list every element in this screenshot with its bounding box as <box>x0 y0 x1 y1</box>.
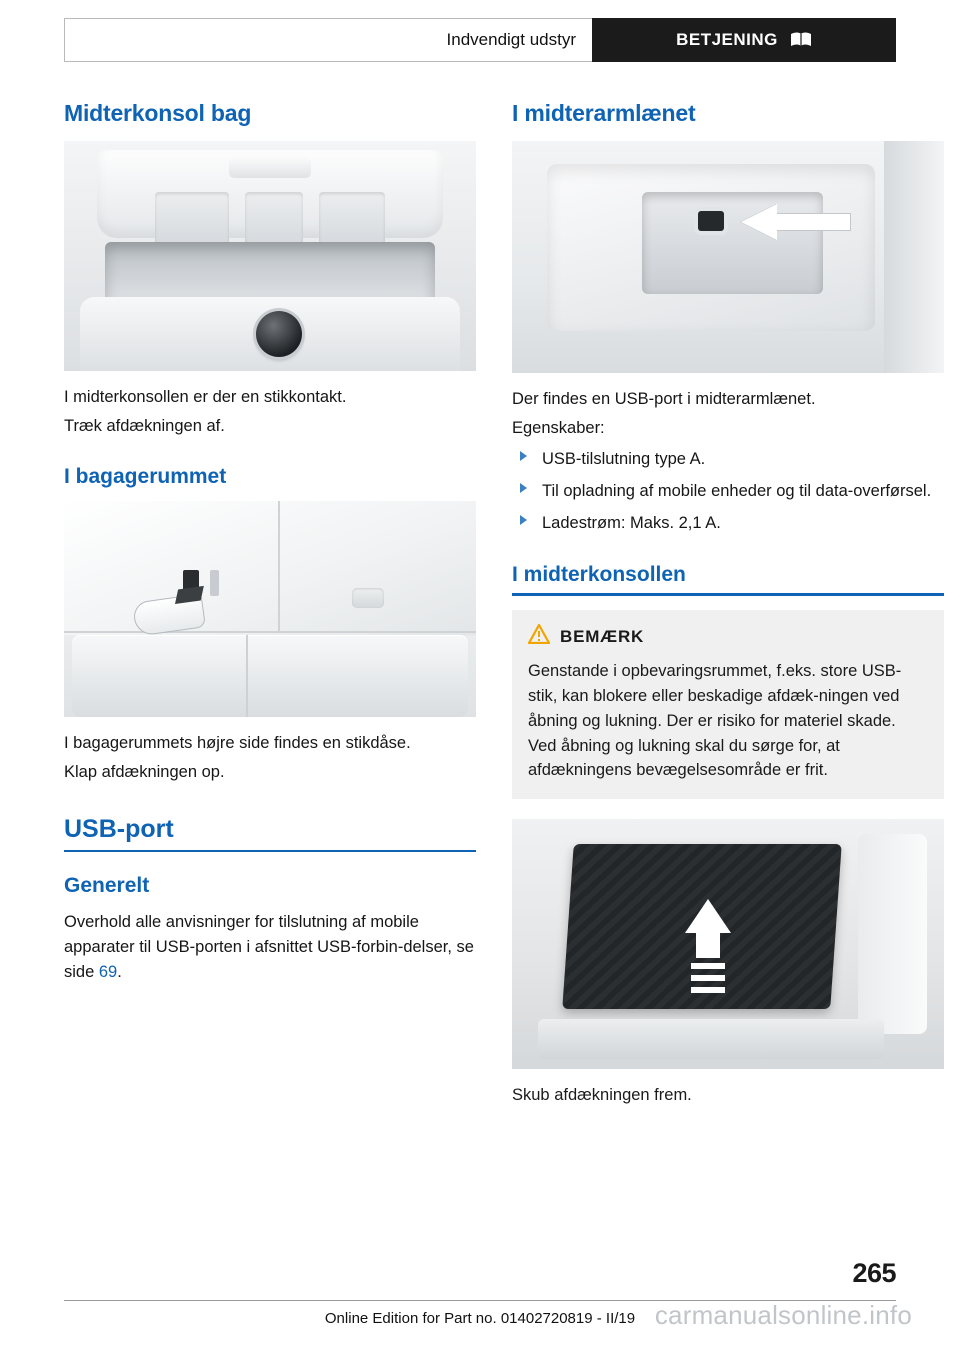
subtitle-luggage: I bagagerummet <box>64 465 227 489</box>
power-socket-highlight <box>256 311 302 357</box>
section-tab <box>592 18 896 62</box>
left-column <box>64 100 476 990</box>
list-item-label: Til opladning af mobile enheder og til data-overførsel. <box>542 481 932 500</box>
breadcrumb-label: Indvendigt udstyr <box>446 30 576 49</box>
right-column <box>512 100 944 1108</box>
triangle-bullet-icon <box>520 515 527 525</box>
armrest-usb-port-photo <box>512 141 944 373</box>
list-item <box>512 479 944 504</box>
page-header <box>64 18 896 62</box>
note-header <box>528 624 928 649</box>
armrest-heading: I midterarmlænet <box>512 100 696 126</box>
page-number: 265 <box>852 1258 896 1288</box>
footer-edition-text: Online Edition for Part no. 01402720819 - II/19 <box>324 1310 636 1327</box>
usb-port-heading: USB-port <box>64 815 476 852</box>
up-arrow-icon <box>685 899 731 995</box>
properties-list <box>512 447 944 535</box>
paragraph-general <box>64 910 476 985</box>
paragraph-usb-armrest: Der findes en USB-port i midterarmlænet. <box>512 390 816 408</box>
page-reference-link[interactable]: 69 <box>98 963 118 982</box>
list-item <box>512 511 944 536</box>
general-heading: Generelt <box>64 874 150 898</box>
center-console-heading: I midterkonsollen <box>512 563 944 596</box>
usb-port-highlight <box>698 211 724 231</box>
paragraph-luggage-socket: I bagagerummets højre side findes en stikdåse. <box>64 734 411 753</box>
general-text-after: . <box>117 963 122 982</box>
list-item-label: Ladestrøm: Maks. 2,1 A. <box>542 513 721 532</box>
paragraph-properties-label: Egenskaber: <box>512 419 605 438</box>
note-text: Genstande i opbevaringsrummet, f.eks. store USB-stik, kan blokere eller beskadige afdæk-ningen ved åbning og lukning. Der er risiko for materiel skade. Ved åbning og lukning skal du sørge for, at afdækningens bevægelsesområde er frit. <box>528 662 902 780</box>
watermark: carmanualsonline.info <box>654 1300 912 1330</box>
triangle-bullet-icon <box>520 483 527 493</box>
paragraph-socket-console: I midterkonsollen er der en stikkontakt. <box>64 388 347 406</box>
general-text-before: Overhold alle anvisninger for tilslutning af mobile apparater til USB-porten i afsnittet USB-forbin-delser, se side <box>64 913 474 982</box>
note-box <box>512 610 944 799</box>
section-label: BETJENING <box>676 30 778 49</box>
figure-caption-push-cover: Skub afdækningen frem. <box>512 1086 692 1105</box>
list-item-label: USB-tilslutning type A. <box>542 450 706 469</box>
rear-center-console-photo <box>64 141 476 371</box>
paragraph-pull-cover: Træk afdækningen af. <box>64 417 225 436</box>
left-arrow-icon <box>741 204 851 240</box>
list-item <box>512 447 944 472</box>
warning-triangle-icon <box>528 624 550 649</box>
luggage-compartment-photo <box>64 501 476 717</box>
paragraph-flip-cover: Klap afdækningen op. <box>64 763 225 782</box>
breadcrumb <box>64 18 592 62</box>
page-title: Midterkonsol bag <box>64 100 252 126</box>
note-label: BEMÆRK <box>560 626 645 646</box>
triangle-bullet-icon <box>520 451 527 461</box>
book-icon <box>790 32 812 48</box>
center-console-cover-push-photo <box>512 819 944 1069</box>
